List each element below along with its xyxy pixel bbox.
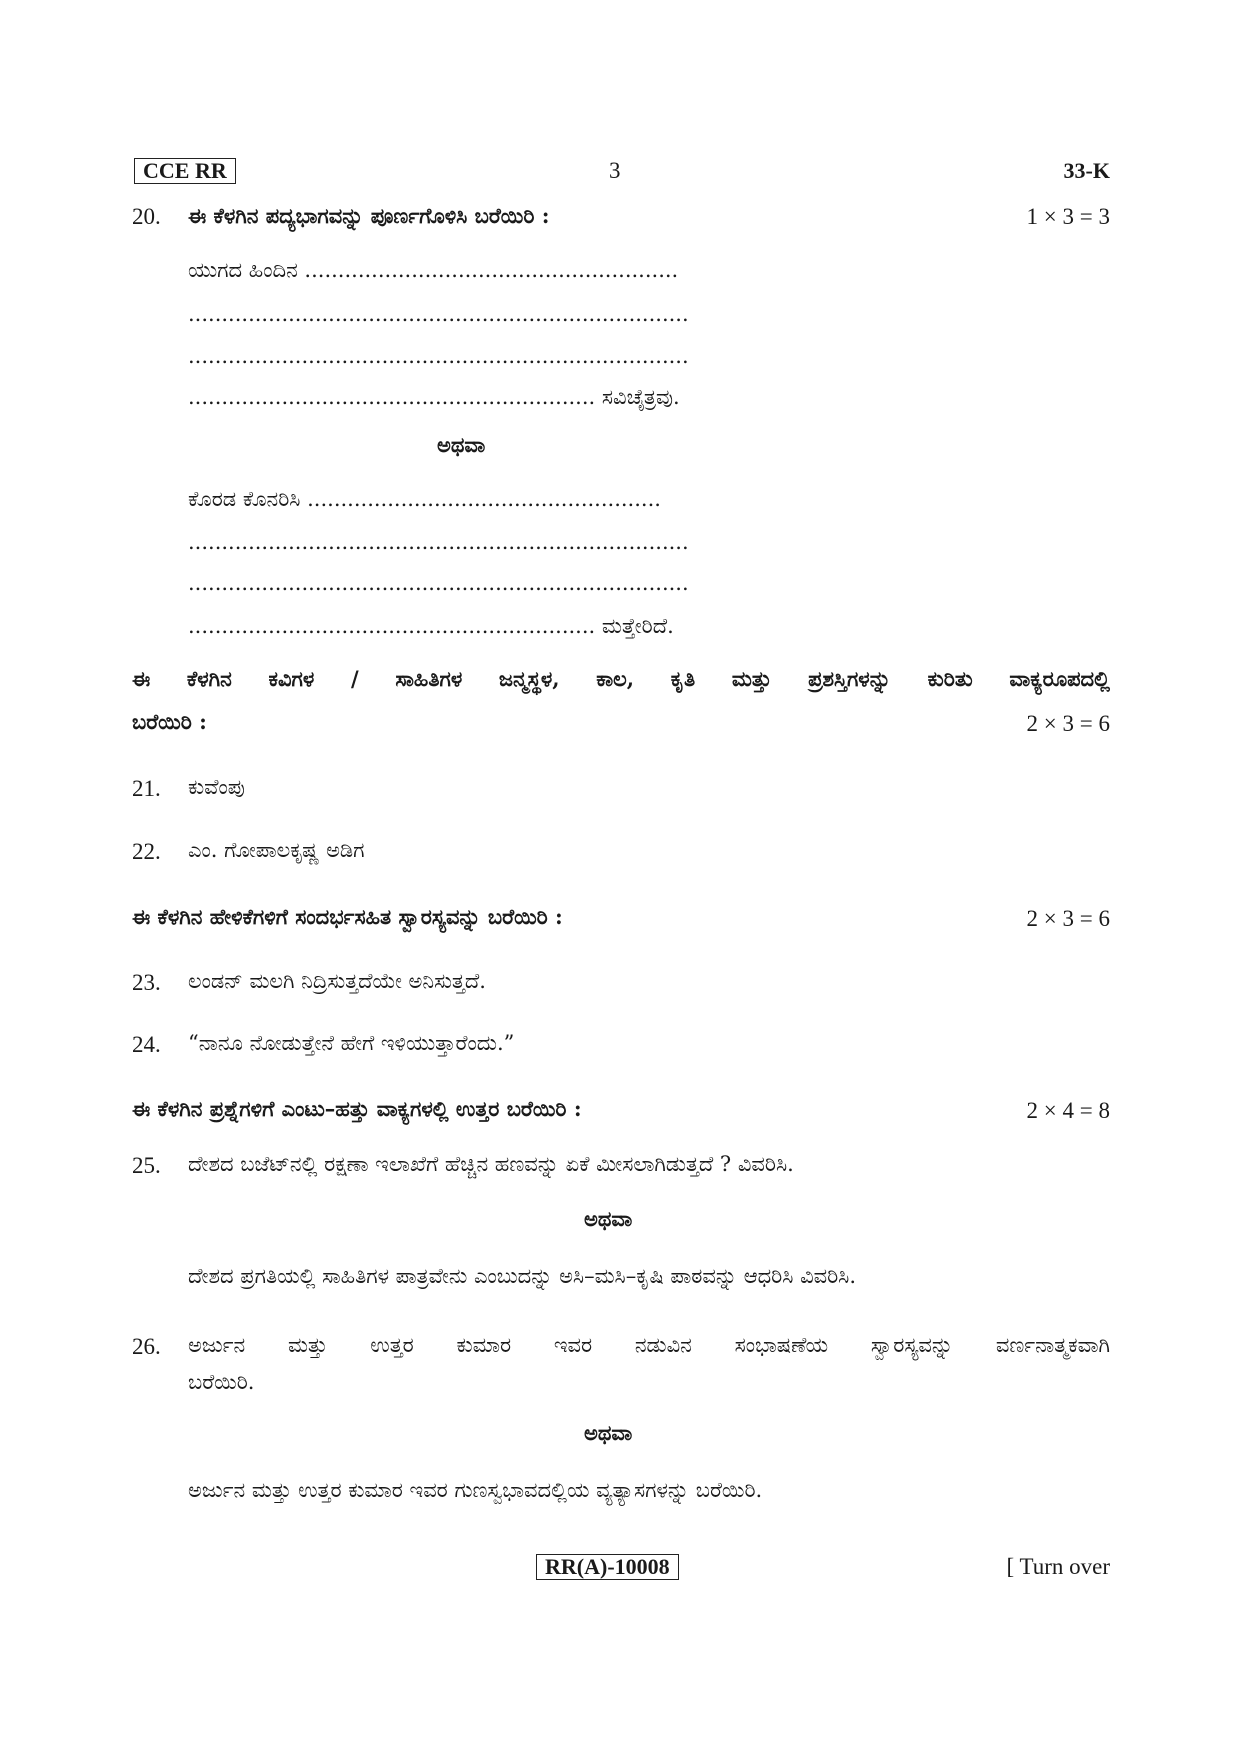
q26-or: ಅಥವಾ	[584, 1420, 633, 1445]
poem2-line1: ಕೊರಡ ಕೊನರಿಸಿ .....................................................	[188, 487, 661, 511]
q21-number: 21.	[132, 776, 161, 801]
q26-text-cont: ಬರೆಯಿರಿ.	[188, 1370, 255, 1394]
q25-number: 25.	[132, 1153, 161, 1178]
exam-code-box: CCE RR	[134, 158, 236, 184]
poem1-line3: ...........................................................................	[188, 344, 689, 368]
q24-text: “ನಾನೂ ನೋಡುತ್ತೇನೆ ಹೇಗೆ ಇಳಿಯುತ್ತಾರೆಂದು.”	[188, 1031, 515, 1055]
section-a-instruction-cont: ಬರೆಯಿರಿ :	[132, 709, 207, 734]
poem2-line4: ............................................................. ಮತ್ತೇರಿದೆ.	[188, 614, 674, 638]
section-a-instruction: ಈ ಕೆಳಗಿನ ಕವಿಗಳ / ಸಾಹಿತಿಗಳ ಜನ್ಮಸ್ಥಳ, ಕಾಲ, ಕೃತಿ ಮತ್ತು ಪ್ರಶಸ್ತಿಗಳನ್ನು ಕುರಿತು ವಾಕ್ಯರೂಪದಲ್ಲಿ	[132, 666, 1110, 691]
footer-code-box: RR(A)-10008	[536, 1554, 679, 1580]
section-c-instruction: ಈ ಕೆಳಗಿನ ಪ್ರಶ್ನೆಗಳಿಗೆ ಎಂಟು–ಹತ್ತು ವಾಕ್ಯಗಳಲ್ಲಿ ಉತ್ತರ ಬರೆಯಿರಿ :	[132, 1096, 582, 1121]
q25-or: ಅಥವಾ	[584, 1206, 633, 1231]
poem1-line4: ............................................................. ಸವಿಚೈತ್ರವು.	[188, 385, 680, 409]
q20-number: 20.	[132, 204, 161, 229]
q20-instruction: ಈ ಕೆಳಗಿನ ಪದ್ಯಭಾಗವನ್ನು ಪೂರ್ಣಗೊಳಿಸಿ ಬರೆಯಿರಿ :	[188, 203, 550, 228]
section-b-instruction: ಈ ಕೆಳಗಿನ ಹೇಳಿಕೆಗಳಿಗೆ ಸಂದರ್ಭಸಹಿತ ಸ್ವಾರಸ್ಯವನ್ನು ಬರೆಯಿರಿ :	[132, 904, 563, 929]
q23-number: 23.	[132, 970, 161, 995]
q22-number: 22.	[132, 839, 161, 864]
section-c-marks: 2 × 4 = 8	[1026, 1098, 1110, 1123]
q23-text: ಲಂಡನ್ ಮಲಗಿ ನಿದ್ರಿಸುತ್ತದೆಯೇ ಅನಿಸುತ್ತದೆ.	[188, 969, 486, 993]
poem1-line2: ...........................................................................	[188, 302, 689, 326]
q26-alternative: ಅರ್ಜುನ ಮತ್ತು ಉತ್ತರ ಕುಮಾರ ಇವರ ಗುಣಸ್ವಭಾವದಲ್ಲಿಯ ವ್ಯತ್ಯಾಸಗಳನ್ನು ಬರೆಯಿರಿ.	[188, 1478, 763, 1502]
q25-text: ದೇಶದ ಬಜೆಟ್‌ನಲ್ಲಿ ರಕ್ಷಣಾ ಇಲಾಖೆಗೆ ಹೆಚ್ಚಿನ ಹಣವನ್ನು ಏಕೆ ಮೀಸಲಾಗಿಡುತ್ತದೆ ? ವಿವರಿಸಿ.	[188, 1152, 794, 1176]
poem2-line3: ...........................................................................	[188, 571, 689, 595]
turn-over-note: [ Turn over	[1006, 1554, 1110, 1579]
q25-alternative: ದೇಶದ ಪ್ರಗತಿಯಲ್ಲಿ ಸಾಹಿತಿಗಳ ಪಾತ್ರವೇನು ಎಂಬುದನ್ನು ಅಸಿ–ಮಸಿ–ಕೃಷಿ ಪಾಠವನ್ನು ಆಧರಿಸಿ ವಿವರಿಸಿ.	[188, 1264, 857, 1288]
q26-number: 26.	[132, 1334, 161, 1359]
q21-text: ಕುವೆಂಪು	[188, 775, 245, 799]
q26-text: ಅರ್ಜುನ ಮತ್ತು ಉತ್ತರ ಕುಮಾರ ಇವರ ನಡುವಿನ ಸಂಭಾಷಣೆಯ ಸ್ವಾರಸ್ಯವನ್ನು ವರ್ಣನಾತ್ಮಕವಾಗಿ	[188, 1333, 1110, 1357]
q24-number: 24.	[132, 1032, 161, 1057]
poem1-line1: ಯುಗದ ಹಿಂದಿನ ........................................................	[188, 258, 679, 282]
paper-code: 33-K	[1063, 158, 1110, 183]
poem2-line2: ...........................................................................	[188, 530, 689, 554]
section-a-marks: 2 × 3 = 6	[1026, 711, 1110, 736]
q20-marks: 1 × 3 = 3	[1026, 204, 1110, 229]
page-number: 3	[609, 158, 621, 183]
q20-or: ಅಥವಾ	[437, 432, 486, 457]
q22-text: ಎಂ. ಗೋಪಾಲಕೃಷ್ಣ ಅಡಿಗ	[188, 838, 365, 862]
section-b-marks: 2 × 3 = 6	[1026, 906, 1110, 931]
